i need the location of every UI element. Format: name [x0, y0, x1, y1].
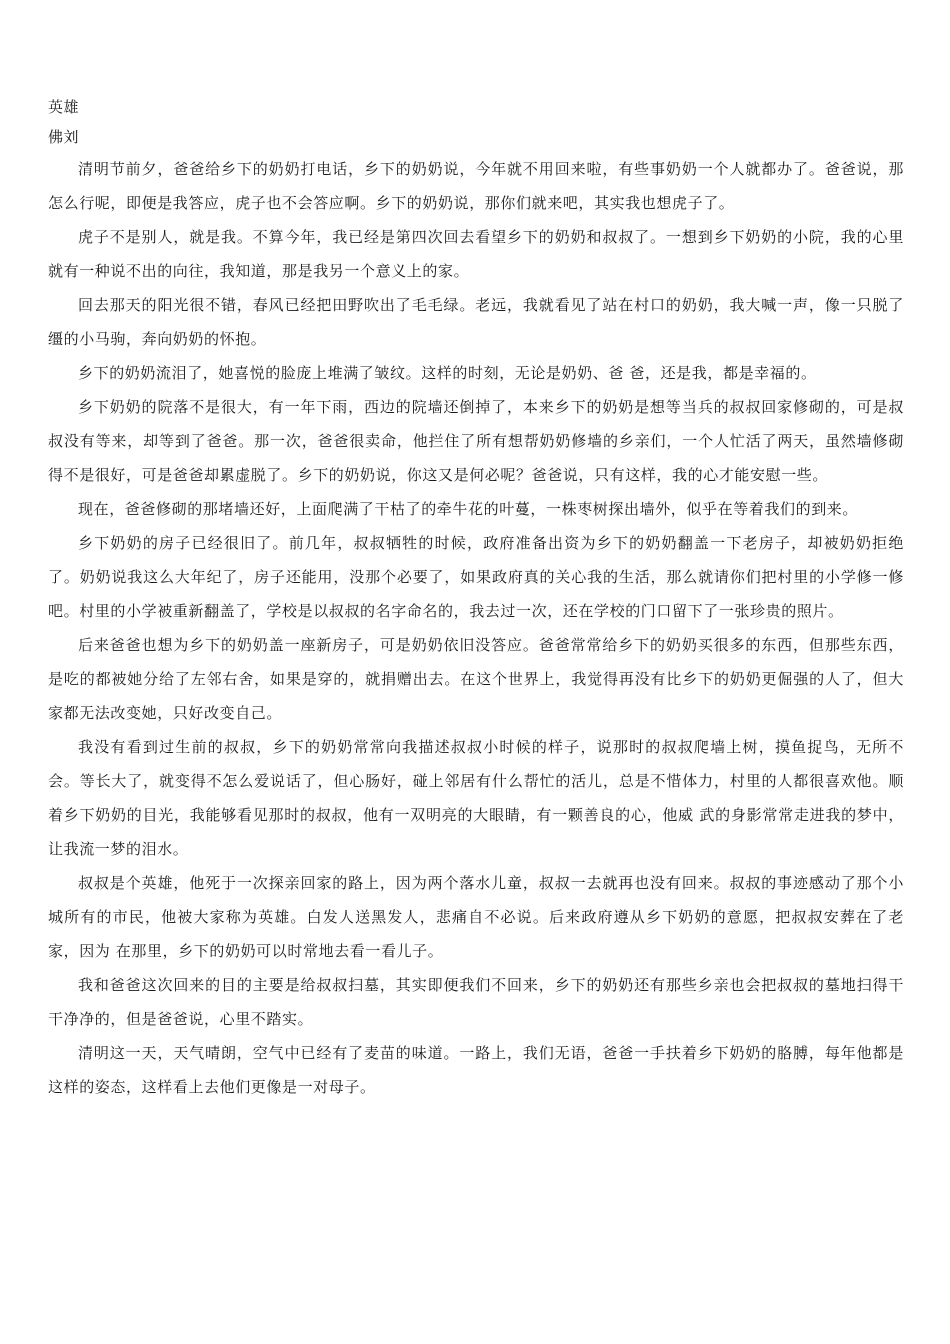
paragraph-11: 我和爸爸这次回来的目的主要是给叔叔扫墓，其实即便我们不回来，乡下的奶奶还有那些乡亲也会把叔叔的墓地扫得干干净净的，但是爸爸说，心里不踏实。 — [48, 976, 904, 1028]
paragraph-3: 回去那天的阳光很不错，春风已经把田野吹出了毛毛绿。老远，我就看见了站在村口的奶奶，我大喊一声，像一只脱了缰的小马驹，奔向奶奶的怀抱。 — [48, 296, 904, 348]
article-page — [48, 92, 904, 1104]
paragraph-9: 我没有看到过生前的叔叔，乡下的奶奶常常向我描述叔叔小时候的样子，说那时的叔叔爬墙上树，摸鱼捉鸟，无所不会。等长大了，就变得不怎么爱说话了，但心肠好，碰上邻居有什么帮忙的活儿，总是不惜体力，村里的人都很喜欢他。顺着乡下奶奶的目光，我能够看见那时的叔叔，他有一双明亮的大眼睛，有一颗善良的心，他威 武的身影常常走进我的梦中，让我流一梦的泪水。 — [48, 738, 904, 858]
paragraph-4: 乡下的奶奶流泪了，她喜悦的脸庞上堆满了皱纹。这样的时刻，无论是奶奶、爸 爸，还是我，都是幸福的。 — [78, 364, 817, 382]
paragraph-7: 乡下奶奶的房子已经很旧了。前几年，叔叔牺牲的时候，政府准备出资为乡下的奶奶翻盖一下老房子，却被奶奶拒绝了。奶奶说我这么大年纪了，房子还能用，没那个必要了，如果政府真的关心我的生活，那么就请你们把村里的小学修一修吧。村里的小学被重新翻盖了，学校是以叔叔的名字命名的，我去过一次，还在学校的门口留下了一张珍贵的照片。 — [48, 534, 904, 620]
paragraph-6: 现在，爸爸修砌的那堵墙还好，上面爬满了干枯了的牵牛花的叶蔓，一株枣树探出墙外，似乎在等着我们的到来。 — [78, 500, 859, 518]
paragraph-10: 叔叔是个英雄，他死于一次探亲回家的路上，因为两个落水儿童，叔叔一去就再也没有回来。叔叔的事迹感动了那个小城所有的市民，他被大家称为英雄。白发人送黑发人，悲痛自不必说。后来政府遵从乡下奶奶的意愿，把叔叔安葬在了老家，因为 在那里，乡下的奶奶可以时常地去看一看儿子。 — [48, 874, 904, 960]
paragraph-5: 乡下奶奶的院落不是很大，有一年下雨，西边的院墙还倒掉了，本来乡下的奶奶是想等当兵的叔叔回家修砌的，可是叔叔没有等来，却等到了爸爸。那一次，爸爸很卖命，他拦住了所有想帮奶奶修墙的乡亲们，一个人忙活了两天，虽然墙修砌得不是很好，可是爸爸却累虚脱了。乡下的奶奶说，你这又是何必呢？爸爸说，只有这样，我的心才能安慰一些。 — [48, 398, 904, 484]
paragraph-8: 后来爸爸也想为乡下的奶奶盖一座新房子，可是奶奶依旧没答应。爸爸常常给乡下的奶奶买很多的东西，但那些东西，是吃的都被她分给了左邻右舍，如果是穿的，就捐赠出去。在这个世界上，我觉得再没有比乡下的奶奶更倔强的人了，但大家都无法改变她，只好改变自己。 — [48, 636, 904, 722]
article-title: 英雄 — [48, 98, 80, 116]
article-author: 佛刘 — [48, 128, 80, 146]
paragraph-2: 虎子不是别人，就是我。不算今年，我已经是第四次回去看望乡下的奶奶和叔叔了。一想到乡下奶奶的小院，我的心里就有一种说不出的向往，我知道，那是我另一个意义上的家。 — [48, 228, 904, 280]
paragraph-1: 清明节前夕，爸爸给乡下的奶奶打电话，乡下的奶奶说，今年就不用回来啦，有些事奶奶一个人就都办了。爸爸说，那怎么行呢，即便是我答应，虎子也不会答应啊。乡下的奶奶说，那你们就来吧，其实我也想虎子了。 — [48, 160, 904, 212]
paragraph-12: 清明这一天，天气晴朗，空气中已经有了麦苗的味道。一路上，我们无语，爸爸一手扶着乡下奶奶的胳膊，每年他都是这样的姿态，这样看上去他们更像是一对母子。 — [48, 1044, 904, 1096]
